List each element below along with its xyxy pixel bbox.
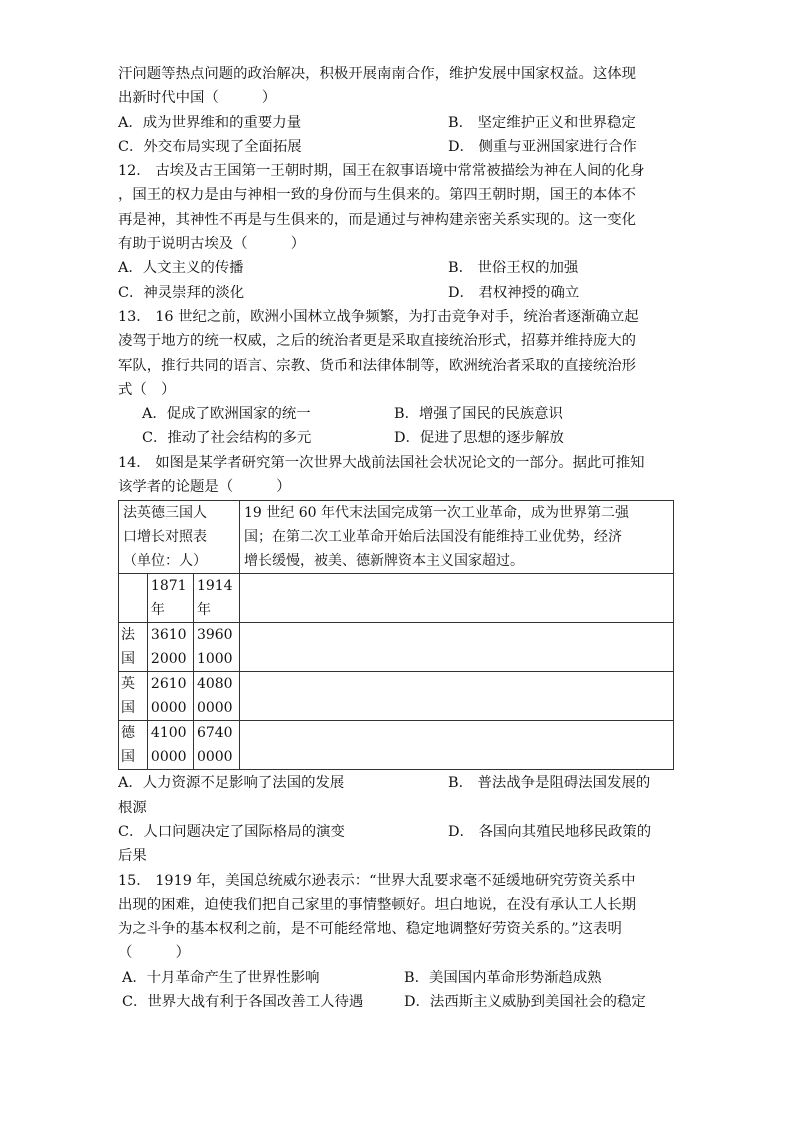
q12-stem-line-1: 12． 古埃及古王国第一王朝时期，国王在叙事语境中常常被描绘为神在人间的化身 (118, 163, 645, 180)
q11-options-row-2 (118, 135, 678, 159)
france-1871-value (147, 623, 193, 672)
germany-1871-value (147, 721, 193, 770)
q13-option-a[interactable]: A．促成了欧洲国家的统一 (142, 406, 311, 423)
q15-stem-line-1: 15． 1919 年，美国总统威尔逊表示：“世界大乱要求毫不延缓地研究劳资关系中 (118, 872, 636, 889)
table-empty-cell (240, 721, 674, 770)
value-part-2: 0000 (150, 749, 187, 766)
q11-option-a[interactable]: A．成为世界维和的重要力量 (118, 114, 302, 131)
q15-option-b[interactable]: B．美国国内革命形势渐趋成熟 (404, 969, 602, 986)
value-part-2: 1000 (196, 651, 233, 668)
q12-stem-line-2: ，国王的权力是由与神相一致的身份而与生俱来的。第四王朝时期，国王的本体不 (118, 187, 637, 204)
value-part-2: 0000 (150, 700, 187, 717)
value-part-2: 2000 (150, 651, 187, 668)
table-empty-cell (240, 574, 674, 623)
q13-stem-line-1: 13． 16 世纪之前，欧洲小国林立战争频繁，为打击竞争对手，统治者逐渐确立起 (118, 308, 639, 325)
country-label-part-2: 国 (121, 700, 135, 717)
q15-options-row-1 (118, 966, 678, 990)
table-empty-cell (240, 672, 674, 721)
q12-stem-line-3: 再是神，其神性不再是与生俱来的，而是通过与神构建亲密关系实现的。这一变化 (118, 211, 637, 228)
q13-option-b[interactable]: B．增强了国民的民族意识 (394, 406, 563, 423)
q15-stem-line-2: 出现的困难，迫使我们把自己家里的事情整顿好。坦白地说，在没有承认工人长期 (118, 896, 637, 913)
q12-stem-line-4: 有助于说明古埃及（ ） (118, 236, 306, 253)
q11-option-d[interactable]: D． 侧重与亚洲国家进行合作 (448, 138, 637, 155)
country-label-part-2: 国 (121, 749, 135, 766)
q12-option-b[interactable]: B． 世俗王权的加强 (448, 260, 579, 277)
q13-option-c[interactable]: C．推动了社会结构的多元 (142, 430, 312, 447)
q15-option-c[interactable]: C．世界大战有利于各国改善工人待遇 (122, 994, 364, 1011)
q14-stem-line-1: 14． 如图是某学者研究第一次世界大战前法国社会状况论文的一部分。据此可推知 (118, 454, 645, 471)
q12-option-c[interactable]: C．神灵崇拜的淡化 (118, 284, 245, 301)
table-row (119, 721, 674, 770)
table-text-line-2: 国；在第二次工业革命开始后法国没有能维持工业优势，经济 (244, 529, 622, 546)
q14-options-row-1 (118, 771, 678, 795)
q12-option-d[interactable]: D． 君权神授的确立 (448, 284, 580, 301)
table-title-line-2: 口增长对照表 (123, 529, 207, 546)
q14-option-d-wrap: 后果 (118, 848, 147, 865)
table-text-line-3: 增长缓慢，被美、德新牌资本主义国家超过。 (244, 553, 524, 570)
table-header-row (119, 501, 674, 574)
table-year-1914 (193, 574, 239, 623)
q15-stem-line-3: 为之斗争的基本权利之前，是不可能经常地、稳定地调整好劳资关系的。”这表明 (118, 921, 622, 938)
value-part-1: 4080 (196, 676, 233, 693)
country-germany (119, 721, 148, 770)
value-part-1: 6740 (196, 725, 233, 742)
value-part-2: 0000 (196, 749, 233, 766)
value-part-2: 0000 (196, 700, 233, 717)
table-row (119, 672, 674, 721)
q11-option-b[interactable]: B． 坚定维护正义和世界稳定 (448, 114, 636, 131)
q14-option-b-wrap: 根源 (118, 799, 147, 816)
country-label-part-1: 英 (121, 676, 135, 693)
year-1914-number: 1914 (196, 578, 233, 595)
table-year-row (119, 574, 674, 623)
q11-stem-line-2: 出新时代中国（ ） (118, 90, 277, 107)
q15-stem-line-4: （ ） (118, 945, 190, 962)
q11-option-c[interactable]: C．外交布局实现了全面拓展 (118, 138, 302, 155)
q13-option-d[interactable]: D．促进了思想的逐步解放 (394, 430, 564, 447)
q14-option-c[interactable]: C．人口问题决定了国际格局的演变 (118, 823, 345, 840)
q14-options-row-2 (118, 820, 678, 844)
country-label-part-2: 国 (121, 651, 135, 668)
year-1871-unit: 年 (150, 602, 165, 619)
q12-option-a[interactable]: A．人文主义的传播 (118, 260, 244, 277)
table-year-1871 (147, 574, 193, 623)
value-part-1: 3960 (196, 627, 233, 644)
table-text-line-1: 19 世纪 60 年代末法国完成第一次工业革命，成为世界第二强 (244, 505, 629, 522)
country-label-part-1: 法 (121, 627, 135, 644)
q12-options-row-2 (118, 281, 678, 305)
q14-option-a[interactable]: A．人力资源不足影响了法国的发展 (118, 775, 345, 792)
france-1914-value (193, 623, 239, 672)
population-comparison-table (118, 500, 674, 770)
country-france (119, 623, 148, 672)
year-1914-unit: 年 (196, 602, 211, 619)
q11-stem-line-1: 汗问题等热点问题的政治解决，积极开展南南合作，维护发展中国家权益。这体现 (118, 66, 637, 82)
q15-option-d[interactable]: D．法西斯主义威胁到美国社会的稳定 (404, 994, 646, 1011)
table-corner-cell (119, 574, 148, 623)
value-part-1: 2610 (150, 676, 187, 693)
q15-options-row-2 (118, 990, 678, 1014)
q15-option-a[interactable]: A．十月革命产生了世界性影响 (122, 969, 320, 986)
exam-page (118, 62, 678, 1014)
year-1871-number: 1871 (150, 578, 187, 595)
value-part-1: 3610 (150, 627, 187, 644)
q14-stem-line-2: 该学者的论题是（ ） (118, 479, 291, 496)
country-label-part-1: 德 (121, 725, 135, 742)
britain-1871-value (147, 672, 193, 721)
table-title-line-1: 法英德三国人 (123, 505, 207, 522)
table-row (119, 623, 674, 672)
table-empty-cell (240, 623, 674, 672)
q14-option-b[interactable]: B． 普法战争是阻碍法国发展的 (448, 775, 651, 792)
value-part-1: 4100 (150, 725, 187, 742)
germany-1914-value (193, 721, 239, 770)
q11-options-row-1 (118, 111, 678, 135)
q13-options-row-2 (118, 426, 678, 450)
q13-options-row-1 (118, 402, 678, 426)
q13-stem-line-2: 凌驾于地方的统一权威，之后的统治者更是采取直接统治形式，招募并维持庞大的 (118, 333, 637, 350)
country-britain (119, 672, 148, 721)
table-title-cell (119, 501, 240, 574)
q12-options-row-1 (118, 256, 678, 280)
table-text-cell (240, 501, 674, 574)
britain-1914-value (193, 672, 239, 721)
q13-stem-line-4: 式（ ） (118, 381, 176, 398)
q14-option-d[interactable]: D． 各国向其殖民地移民政策的 (448, 823, 652, 840)
table-title-line-3: （单位：人） (123, 553, 207, 570)
q13-stem-line-3: 军队，推行共同的语言、宗教、货币和法律体制等，欧洲统治者采取的直接统治形 (118, 357, 637, 374)
